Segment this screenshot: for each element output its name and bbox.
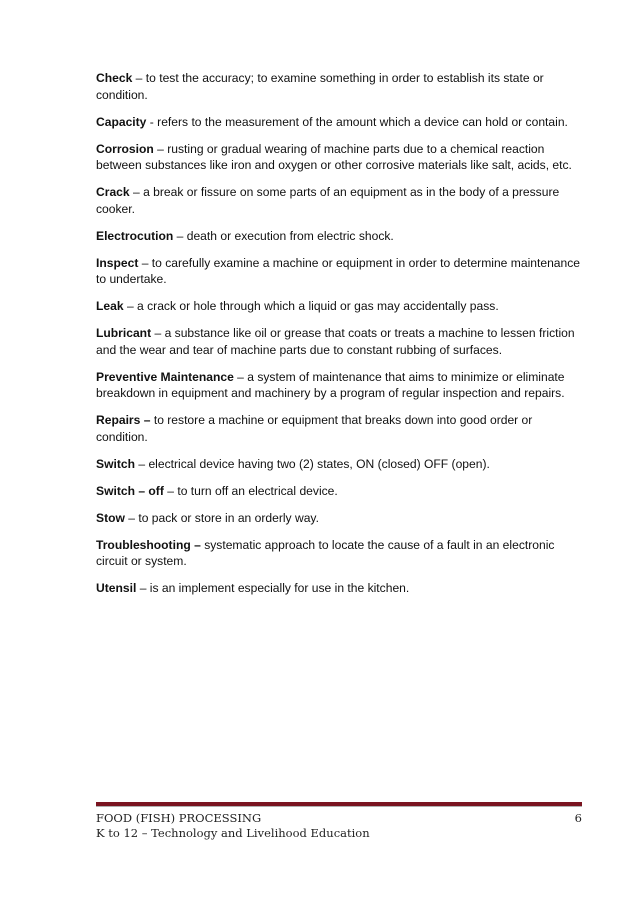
glossary-definition: a break or fissure on some parts of an equipment as in the body of a pressure cooker. — [96, 185, 560, 216]
glossary-term: Corrosion — [96, 141, 154, 156]
glossary-list — [96, 70, 586, 607]
entry-separator: – — [233, 369, 248, 384]
glossary-term: Electrocution — [96, 228, 174, 243]
glossary-definition: systematic approach to locate the cause of a fault in an electronic circuit or system. — [96, 537, 555, 568]
footer-subtitle-line — [96, 826, 582, 841]
footer-title: FOOD (FISH) PROCESSING — [96, 811, 262, 825]
glossary-entry — [96, 369, 586, 402]
entry-separator: – — [138, 255, 152, 270]
glossary-definition: to restore a machine or equipment that breaks down into good order or condition. — [96, 413, 533, 444]
glossary-definition: rusting or gradual wearing of machine parts due to a chemical reaction between substances like iron and oxygen or other corrosive materials like salt, acids, etc. — [96, 141, 572, 172]
glossary-term: Utensil — [96, 581, 137, 595]
glossary-term: Lubricant — [96, 326, 152, 340]
footer-subtitle: K to 12 – Technology and Livelihood Education — [96, 826, 370, 840]
entry-separator: – — [132, 71, 146, 85]
entry-separator: - — [146, 114, 158, 129]
glossary-definition: is an implement especially for use in the kitchen. — [149, 581, 410, 595]
glossary-term: Capacity — [96, 114, 147, 129]
glossary-term: Troubleshooting – — [96, 537, 201, 552]
entry-separator: – — [136, 581, 150, 595]
glossary-entry — [96, 412, 586, 445]
glossary-entry — [96, 483, 586, 500]
glossary-entry — [96, 255, 586, 288]
glossary-entry — [96, 141, 586, 174]
glossary-term: Crack — [96, 185, 130, 199]
glossary-entry — [96, 510, 586, 527]
glossary-term: Leak — [96, 299, 124, 313]
glossary-definition: refers to the measurement of the amount which a device can hold or contain. — [157, 114, 568, 129]
footer-title-line — [96, 811, 582, 826]
glossary-entry — [96, 456, 586, 473]
glossary-entry — [96, 298, 586, 315]
page-number: 6 — [574, 811, 582, 825]
glossary-term: Stow — [96, 510, 125, 525]
glossary-term: Repairs – — [96, 413, 151, 427]
glossary-entry — [96, 580, 586, 597]
entry-separator: – — [129, 185, 144, 199]
glossary-entry — [96, 114, 586, 131]
entry-separator: – — [173, 228, 187, 243]
entry-separator: – — [124, 510, 139, 525]
glossary-term: Inspect — [96, 255, 139, 270]
entry-separator: – — [123, 299, 138, 313]
glossary-definition: to carefully examine a machine or equipment in order to determine maintenance to undertake. — [96, 255, 581, 286]
glossary-definition: electrical device having two (2) states, ON (closed) OFF (open). — [148, 456, 490, 471]
glossary-definition: to pack or store in an orderly way. — [138, 510, 319, 525]
glossary-entry — [96, 325, 586, 358]
glossary-definition: to turn off an electrical device. — [177, 483, 338, 498]
entry-separator: – — [153, 141, 168, 156]
glossary-definition: to test the accuracy; to examine something in order to establish its state or condition. — [96, 71, 544, 102]
glossary-definition: a system of maintenance that aims to minimize or eliminate breakdown in equipment and machinery by a program of regular inspection and repairs. — [96, 369, 565, 400]
glossary-entry — [96, 228, 586, 245]
entry-separator: – — [134, 456, 149, 471]
glossary-entry — [96, 184, 586, 217]
glossary-term: Preventive Maintenance — [96, 369, 234, 384]
glossary-definition: a substance like oil or grease that coats or treats a machine to lessen friction and the wear and tear of machine parts due to constant rubbing of surfaces. — [96, 326, 575, 357]
glossary-entry — [96, 70, 586, 103]
glossary-term: Switch — [96, 456, 135, 471]
entry-separator: – — [163, 483, 178, 498]
entry-separator: – — [151, 326, 165, 340]
glossary-definition: a crack or hole through which a liquid or gas may accidentally pass. — [137, 299, 499, 313]
footer-rule — [96, 802, 582, 807]
glossary-term: Switch – off — [96, 483, 164, 498]
glossary-term: Check — [96, 71, 133, 85]
glossary-entry — [96, 537, 586, 570]
glossary-definition: death or execution from electric shock. — [186, 228, 394, 243]
